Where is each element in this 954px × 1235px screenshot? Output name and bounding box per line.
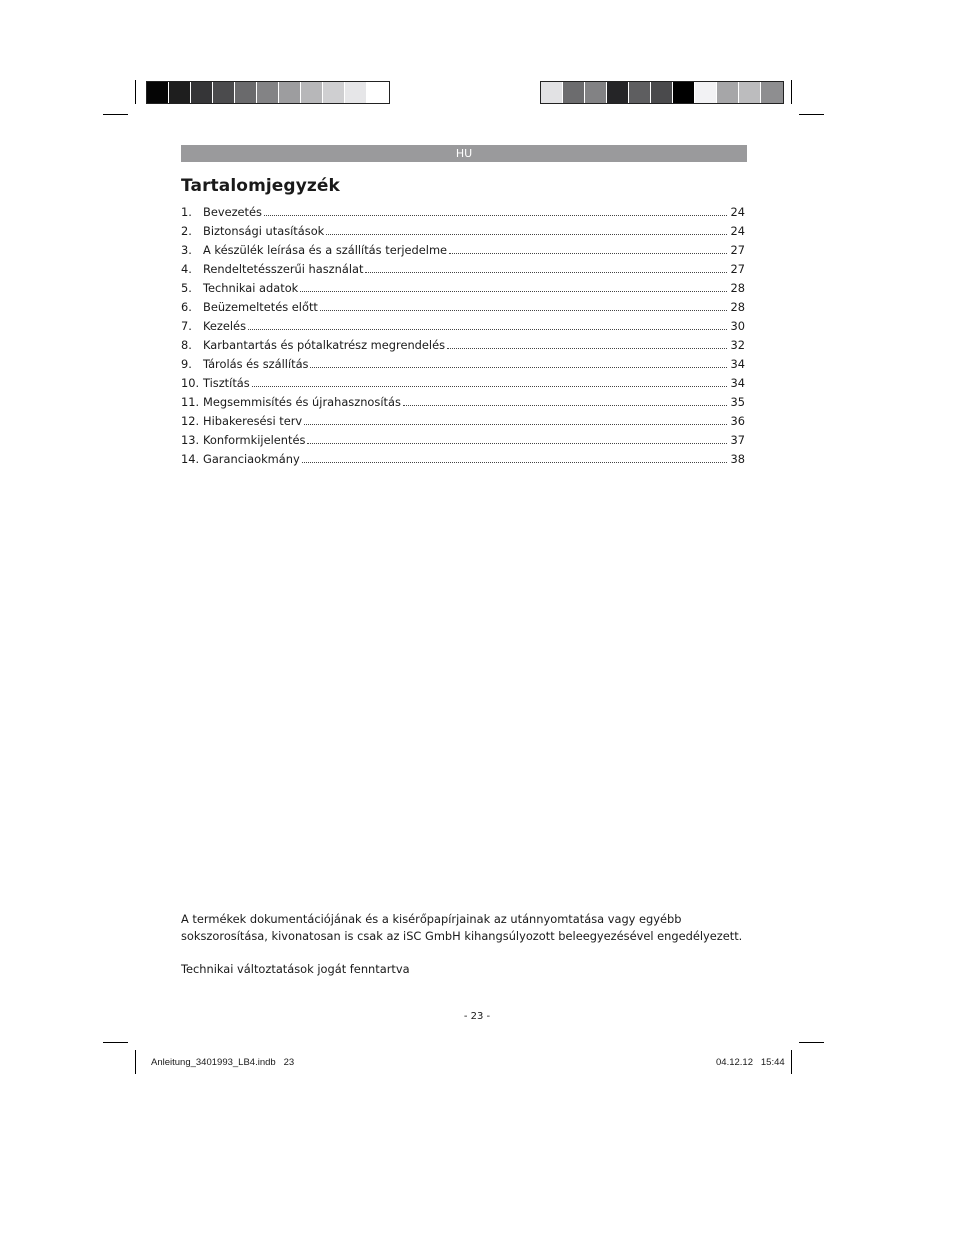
- toc-entry-number: 10.: [181, 376, 200, 390]
- color-swatch: [323, 82, 345, 103]
- copyright-notice: A termékek dokumentációjának és a kisérőpapírjainak az utánnyomtatása vagy egyébb sokszorosítása, kivonatosan is csak az iSC GmbH kihangsúlyozott beleegyezésével engedélyezett.: [181, 912, 743, 943]
- crop-mark: [799, 114, 824, 115]
- color-swatch: [695, 82, 717, 103]
- toc-entry-page: 27: [730, 262, 745, 276]
- crop-mark: [799, 1042, 824, 1043]
- toc-entry: [181, 241, 745, 260]
- toc-entry: [181, 374, 745, 393]
- toc-entry-page: 32: [730, 338, 745, 352]
- toc-entry-label: Beüzemeltetés előtt: [203, 300, 318, 314]
- color-bar-right: [540, 81, 784, 104]
- color-swatch: [191, 82, 213, 103]
- toc-entry-number: 1.: [181, 205, 192, 219]
- color-swatch: [761, 82, 783, 103]
- toc-leader-dots: [326, 233, 727, 235]
- color-swatch: [739, 82, 761, 103]
- toc-entry-number: 14.: [181, 452, 200, 466]
- color-swatch: [279, 82, 301, 103]
- toc-entry: [181, 222, 745, 241]
- toc-entry-page: 35: [730, 395, 745, 409]
- toc-entry: [181, 393, 745, 412]
- toc-entry-page: 38: [730, 452, 745, 466]
- toc-entry-page: 28: [730, 281, 745, 295]
- technical-changes-notice: Technikai változtatások jogát fenntartva: [181, 962, 410, 976]
- toc-entry-label: Rendeltetésszerűi használat: [203, 262, 364, 276]
- toc-leader-dots: [447, 347, 727, 349]
- toc-leader-dots: [300, 290, 727, 292]
- toc-entry-page: 27: [730, 243, 745, 257]
- toc-leader-dots: [248, 328, 727, 330]
- toc-entry-label: Megsemmisítés és újrahasznosítás: [203, 395, 401, 409]
- toc-leader-dots: [302, 461, 727, 463]
- toc-entry-label: Karbantartás és pótalkatrész megrendelés: [203, 338, 446, 352]
- toc-entry: [181, 203, 745, 222]
- toc-leader-dots: [304, 423, 727, 425]
- toc-entry-number: 9.: [181, 357, 192, 371]
- toc-entry: [181, 298, 745, 317]
- toc-entry: [181, 431, 745, 450]
- crop-mark: [103, 114, 128, 115]
- toc-entry-page: 28: [730, 300, 745, 314]
- color-swatch: [147, 82, 169, 103]
- toc-entry-label: Biztonsági utasítások: [203, 224, 325, 238]
- crop-mark: [103, 1042, 128, 1043]
- toc-entry-page: 24: [730, 224, 745, 238]
- toc-entry-page: 30: [730, 319, 745, 333]
- toc-entry: [181, 412, 745, 431]
- color-swatch: [651, 82, 673, 103]
- toc-leader-dots: [307, 442, 727, 444]
- toc-entry: [181, 450, 745, 469]
- toc-leader-dots: [403, 404, 727, 406]
- page-title: Tartalomjegyzék: [181, 176, 340, 196]
- toc-entry-label: A készülék leírása és a szállítás terjedelme: [203, 243, 448, 257]
- toc-entry-page: 37: [730, 433, 745, 447]
- toc-entry-page: 34: [730, 376, 745, 390]
- toc-entry-number: 8.: [181, 338, 192, 352]
- color-swatch: [673, 82, 695, 103]
- toc-entry: [181, 355, 745, 374]
- toc-entry-number: 5.: [181, 281, 192, 295]
- toc-entry-label: Bevezetés: [203, 205, 262, 219]
- toc-entry-number: 4.: [181, 262, 192, 276]
- crop-mark: [791, 1050, 792, 1074]
- toc-entry-number: 11.: [181, 395, 200, 409]
- color-swatch: [607, 82, 629, 103]
- toc-entry-number: 6.: [181, 300, 192, 314]
- crop-mark: [135, 80, 136, 104]
- footer-file-name: Anleitung_3401993_LB4.indb 23: [151, 1057, 295, 1068]
- toc-entry-label: Garanciaokmány: [203, 452, 300, 466]
- toc-entry-label: Konformkijelentés: [203, 433, 306, 447]
- crop-mark: [135, 1050, 136, 1074]
- color-swatch: [563, 82, 585, 103]
- toc-leader-dots: [320, 309, 727, 311]
- toc-entry-number: 12.: [181, 414, 200, 428]
- color-bar-left: [146, 81, 390, 104]
- page-number: - 23 -: [463, 1011, 491, 1022]
- toc-entry-label: Tisztítás: [203, 376, 250, 390]
- toc-entry-number: 2.: [181, 224, 192, 238]
- toc-leader-dots: [365, 271, 727, 273]
- crop-mark: [791, 80, 792, 104]
- toc-entry: [181, 336, 745, 355]
- color-swatch: [585, 82, 607, 103]
- toc-entry-page: 36: [730, 414, 745, 428]
- toc-entry-label: Hibakeresési terv: [203, 414, 303, 428]
- toc-entry: [181, 279, 745, 298]
- toc-entry: [181, 317, 745, 336]
- color-swatch: [541, 82, 563, 103]
- toc-leader-dots: [310, 366, 727, 368]
- color-swatch: [169, 82, 191, 103]
- toc-entry-number: 3.: [181, 243, 192, 257]
- toc-entry-label: Technikai adatok: [203, 281, 299, 295]
- toc-entry-number: 13.: [181, 433, 200, 447]
- color-swatch: [213, 82, 235, 103]
- toc-entry-label: Kezelés: [203, 319, 247, 333]
- language-header-band: [181, 145, 747, 162]
- toc-entry-page: 34: [730, 357, 745, 371]
- footer-date-time: 04.12.12 15:44: [716, 1057, 785, 1068]
- toc-entry: [181, 260, 745, 279]
- toc-leader-dots: [449, 252, 727, 254]
- color-swatch: [345, 82, 367, 103]
- color-swatch: [257, 82, 279, 103]
- table-of-contents: [181, 203, 745, 469]
- toc-leader-dots: [252, 385, 727, 387]
- toc-entry-number: 7.: [181, 319, 192, 333]
- color-swatch: [717, 82, 739, 103]
- toc-entry-label: Tárolás és szállítás: [203, 357, 309, 371]
- color-swatch: [367, 82, 389, 103]
- language-code: HU: [455, 147, 473, 160]
- color-swatch: [235, 82, 257, 103]
- toc-entry-page: 24: [730, 205, 745, 219]
- color-swatch: [629, 82, 651, 103]
- toc-leader-dots: [264, 214, 727, 216]
- color-swatch: [301, 82, 323, 103]
